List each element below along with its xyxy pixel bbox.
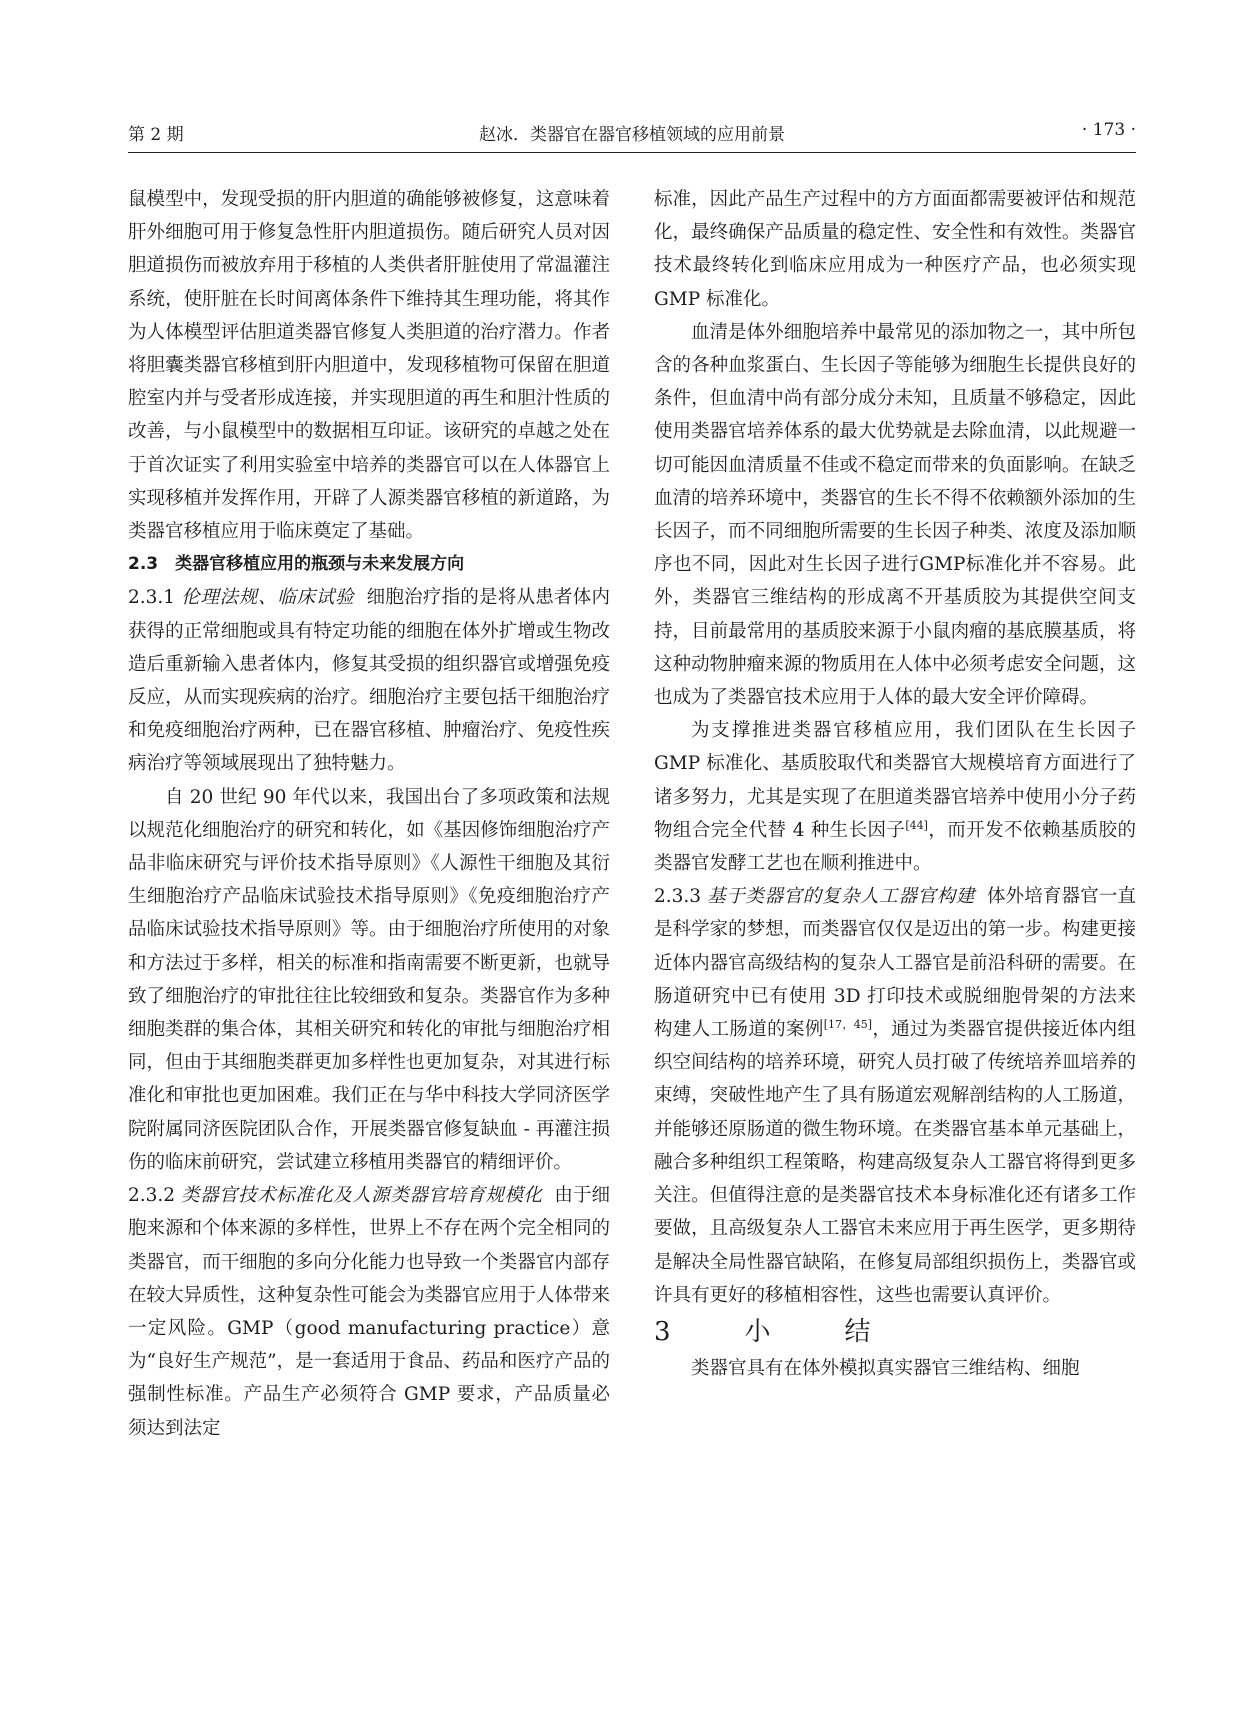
section-heading-3: 3 小 结 (654, 1316, 895, 1347)
subsection-title: 伦理法规、临床试验 (181, 587, 355, 609)
subsection-number: 2.3.1 (128, 587, 176, 609)
paragraph-2-3-2 (128, 1179, 610, 1445)
paragraph-text: 体外培育器官一直是科学家的梦想，而类器官仅仅是迈出的第一步。构建更接近体内器官高级结构的复杂人工器官是前沿科研的需要。在肠道研究中已有使用 3D 打印技术或脱细胞骨架的方法来构建人工肠道的案例 (654, 886, 1136, 1041)
citation-ref: [44] (905, 818, 928, 832)
paragraph: 标准，因此产品生产过程中的方方面面都需要被评估和规范化，最终确保产品质量的稳定性、安全性和有效性。类器官技术最终转化到临床应用成为一种医疗产品，也必须实现 GMP 标准化。 (654, 189, 1136, 310)
page-number: · 173 · (1081, 120, 1136, 140)
paragraph: 鼠模型中，发现受损的肝内胆道的确能够被修复，这意味着肝外细胞可用于修复急性肝内胆道损伤。随后研究人员对因胆道损伤而被放弃用于移植的人类供者肝脏使用了常温灌注系统，使肝脏在长时间离体条件下维持其生理功能，将其作为人体模型评估胆道类器官修复人类胆道的治疗潜力。作者将胆囊类器官移植到肝内胆道中，发现移植物可保留在胆道腔室内并与受者形成连接，并实现胆道的再生和胆汁性质的改善，与小鼠模型中的数据相互印证。该研究的卓越之处在于首次证实了利用实验室中培养的类器官可以在人体器官上实现移植并发挥作用，开辟了人源类器官移植的新道路，为类器官移植应用于临床奠定了基础。 (128, 189, 610, 543)
left-column (128, 183, 610, 1445)
paragraph: 血清是体外细胞培养中最常见的添加物之一，其中所包含的各种血浆蛋白、生长因子等能够为细胞生长提供良好的条件，但血清中尚有部分成分未知，且质量不够稳定，因此使用类器官培养体系的最大优势就是去除血清，以此规避一切可能因血清质量不佳或不稳定而带来的负面影响。在缺乏血清的培养环境中，类器官的生长不得不依赖额外添加的生长因子，而不同细胞所需要的生长因子种类、浓度及添加顺序也不同，因此对生长因子进行GMP标准化并不容易。此外，类器官三维结构的形成离不开基质胶为其提供空间支持，目前最常用的基质胶来源于小鼠肉瘤的基底膜基质，将这种动物肿瘤来源的物质用在人体中必须考虑安全问题，这也成为了类器官技术应用于人体的最大安全评价障碍。 (654, 321, 1136, 709)
paragraph: 类器官具有在体外模拟真实器官三维结构、细胞 (691, 1357, 1080, 1379)
subsection-number: 2.3.2 (128, 1185, 176, 1207)
subsection-title: 类器官技术标准化及人源类器官培育规模化 (181, 1185, 543, 1207)
issue-label: 第 2 期 (128, 125, 184, 145)
subsection-number: 2.3.3 (654, 886, 702, 908)
running-header (128, 120, 1136, 150)
subsection-title: 基于类器官的复杂人工器官构建 (707, 886, 975, 908)
right-column (654, 183, 1136, 1385)
paragraph-2-3-1 (128, 581, 610, 780)
header-rule (128, 152, 1136, 153)
paragraph (654, 714, 1136, 880)
paragraph-2-3-3 (654, 880, 1136, 1312)
citation-ref: [17，45] (823, 1017, 872, 1031)
running-title: 赵冰．类器官在器官移植领域的应用前景 (479, 125, 785, 145)
paragraph-text: ，而开发不依赖基质胶的类器官发酵工艺也在顺利推进中。 (654, 819, 1136, 875)
paragraph: 自 20 世纪 90 年代以来，我国出台了多项政策和法规以规范化细胞治疗的研究和转化，如《基因修饰细胞治疗产品非临床研究与评价技术指导原则》《人源性干细胞及其衍生细胞治疗产品临床试验技术指导原则》《免疫细胞治疗产品临床试验技术指导原则》等。由于细胞治疗所使用的对象和方法过于多样，相关的标准和指南需要不断更新，也就导致了细胞治疗的审批往往比较细致和复杂。类器官作为多种细胞类群的集合体，其相关研究和转化的审批与细胞治疗相同，但由于其细胞类群更加多样性也更加复杂，对其进行标准化和审批也更加困难。我们正在与华中科技大学同济医学院附属同济医院团队合作，开展类器官修复缺血 - 再灌注损伤的临床前研究，尝试建立移植用类器官的精细评价。 (128, 786, 610, 1173)
section-heading-2-3: 2.3 类器官移植应用的瓶颈与未来发展方向 (128, 554, 465, 575)
paragraph-text: ，通过为类器官提供接近体内组织空间结构的培养环境，研究人员打破了传统培养皿培养的束缚，突破性地产生了具有肠道宏观解剖结构的人工肠道，并能够还原肠道的微生物环境。在类器官基本单元基础上，融合多种组织工程策略，构建高级复杂人工器官将得到更多关注。但值得注意的是类器官技术本身标准化还有诸多工作要做，且高级复杂人工器官未来应用于再生医学，更多期待是解决全局性器官缺陷，在修复局部组织损伤上，类器官或许具有更好的移植相容性，这些也需要认真评价。 (654, 1019, 1136, 1306)
paragraph-text: 细胞治疗指的是将从患者体内获得的正常细胞或具有特定功能的细胞在体外扩增或生物改造后重新输入患者体内，修复其受损的组织器官或增强免疫反应，从而实现疾病的治疗。细胞治疗主要包括干细胞治疗和免疫细胞治疗两种，已在器官移植、肿瘤治疗、免疫性疾病治疗等领域展现出了独特魅力。 (128, 587, 610, 775)
paragraph-text: 为支撑推进类器官移植应用，我们团队在生长因子 GMP 标准化、基质胶取代和类器官大规模培育方面进行了诸多努力，尤其是实现了在胆道类器官培养中使用小分子药物组合完全代替 4 种生长因子 (654, 720, 1136, 841)
paragraph-text: 由于细胞来源和个体来源的多样性，世界上不存在两个完全相同的类器官，而干细胞的多向分化能力也导致一个类器官内部存在较大异质性，这种复杂性可能会为类器官应用于人体带来一定风险。GMP（good manufacturing practice）意为“良好生产规范”，是一套适用于食品、药品和医疗产品的强制性标准。产品生产必须符合 GMP 要求，产品质量必须达到法定 (128, 1185, 610, 1439)
